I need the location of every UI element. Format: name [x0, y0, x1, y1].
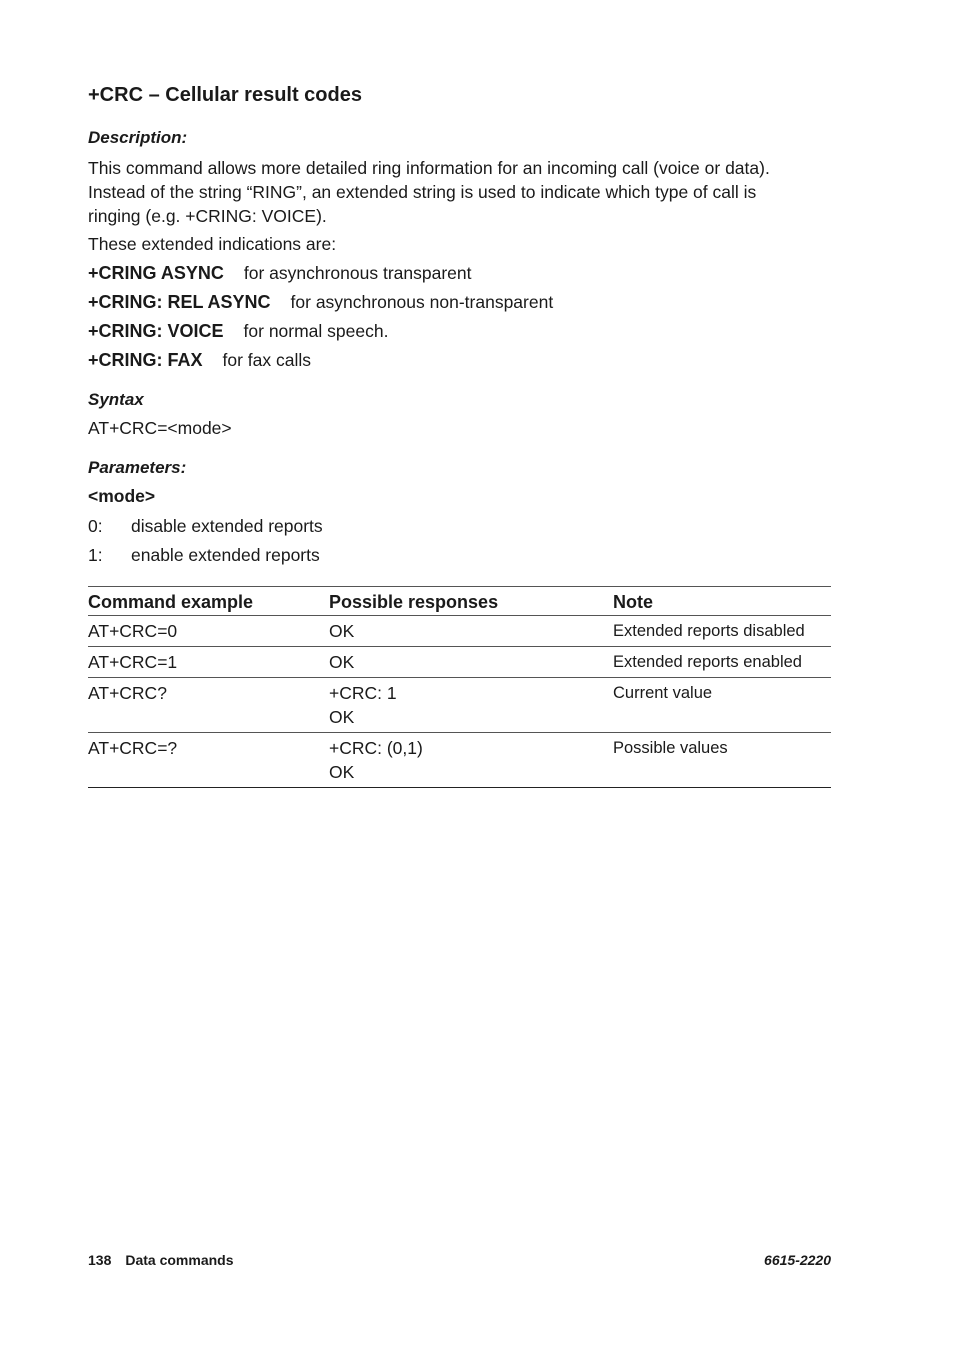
response-line: OK [329, 652, 355, 672]
cell-note: Current value [613, 684, 713, 702]
mode-value-item [88, 516, 323, 537]
indications-intro: These extended indications are: [88, 234, 337, 254]
indication-item [88, 350, 311, 371]
header-command-example: Command example [88, 591, 254, 612]
indication-code: +CRING: REL ASYNC [88, 292, 271, 312]
indication-item [88, 321, 388, 342]
description-line: ringing (e.g. +CRING: VOICE). [88, 206, 327, 226]
cell-note: Extended reports enabled [613, 653, 802, 671]
table-header-row [88, 587, 831, 616]
response-line: +CRC: (0,1) [329, 738, 423, 758]
response-line: OK [329, 621, 355, 641]
indication-item [88, 263, 472, 284]
description-line: This command allows more detailed ring information for an incoming call (voice or data). [88, 158, 770, 178]
cell-command: AT+CRC? [88, 683, 167, 703]
cell-responses [329, 616, 613, 647]
table-row [88, 616, 831, 647]
mode-value-number: 0: [88, 516, 103, 536]
cell-command: AT+CRC=? [88, 738, 178, 758]
cell-responses [329, 647, 613, 678]
document-number: 6615-2220 [764, 1252, 831, 1268]
syntax-text: AT+CRC=<mode> [88, 418, 232, 438]
indication-code: +CRING: VOICE [88, 321, 224, 341]
page-title: +CRC – Cellular result codes [88, 84, 362, 106]
table-row [88, 678, 831, 733]
footer-section: Data commands [125, 1252, 234, 1268]
header-note: Note [613, 591, 653, 612]
indication-code: +CRING: FAX [88, 350, 203, 370]
indication-text: for normal speech. [243, 321, 389, 341]
table-row [88, 647, 831, 678]
cell-responses [329, 678, 613, 733]
cell-command: AT+CRC=0 [88, 621, 178, 641]
mode-value-item [88, 545, 320, 566]
indication-item [88, 292, 553, 313]
description-paragraph [88, 156, 838, 228]
indication-text: for fax calls [222, 350, 312, 370]
description-heading: Description: [88, 128, 188, 147]
mode-value-number: 1: [88, 545, 103, 565]
indication-code: +CRING ASYNC [88, 263, 224, 283]
header-possible-responses: Possible responses [329, 591, 499, 612]
page-footer [88, 1252, 831, 1268]
indication-text: for asynchronous transparent [243, 263, 472, 283]
table-row [88, 733, 831, 788]
mode-label: <mode> [88, 486, 156, 506]
description-line: Instead of the string “RING”, an extended string is used to indicate which type of call is [88, 182, 757, 202]
cell-responses [329, 733, 613, 788]
mode-value-text: enable extended reports [131, 545, 320, 565]
response-line: OK [329, 762, 355, 782]
parameters-heading: Parameters: [88, 458, 187, 477]
syntax-heading: Syntax [88, 390, 144, 409]
indication-text: for asynchronous non-transparent [290, 292, 554, 312]
response-line: +CRC: 1 [329, 683, 397, 703]
cell-command: AT+CRC=1 [88, 652, 178, 672]
cell-note: Possible values [613, 739, 728, 757]
command-table [88, 586, 831, 788]
mode-value-text: disable extended reports [131, 516, 323, 536]
page-number: 138 [88, 1252, 112, 1268]
response-line: OK [329, 707, 355, 727]
cell-note: Extended reports disabled [613, 622, 805, 640]
